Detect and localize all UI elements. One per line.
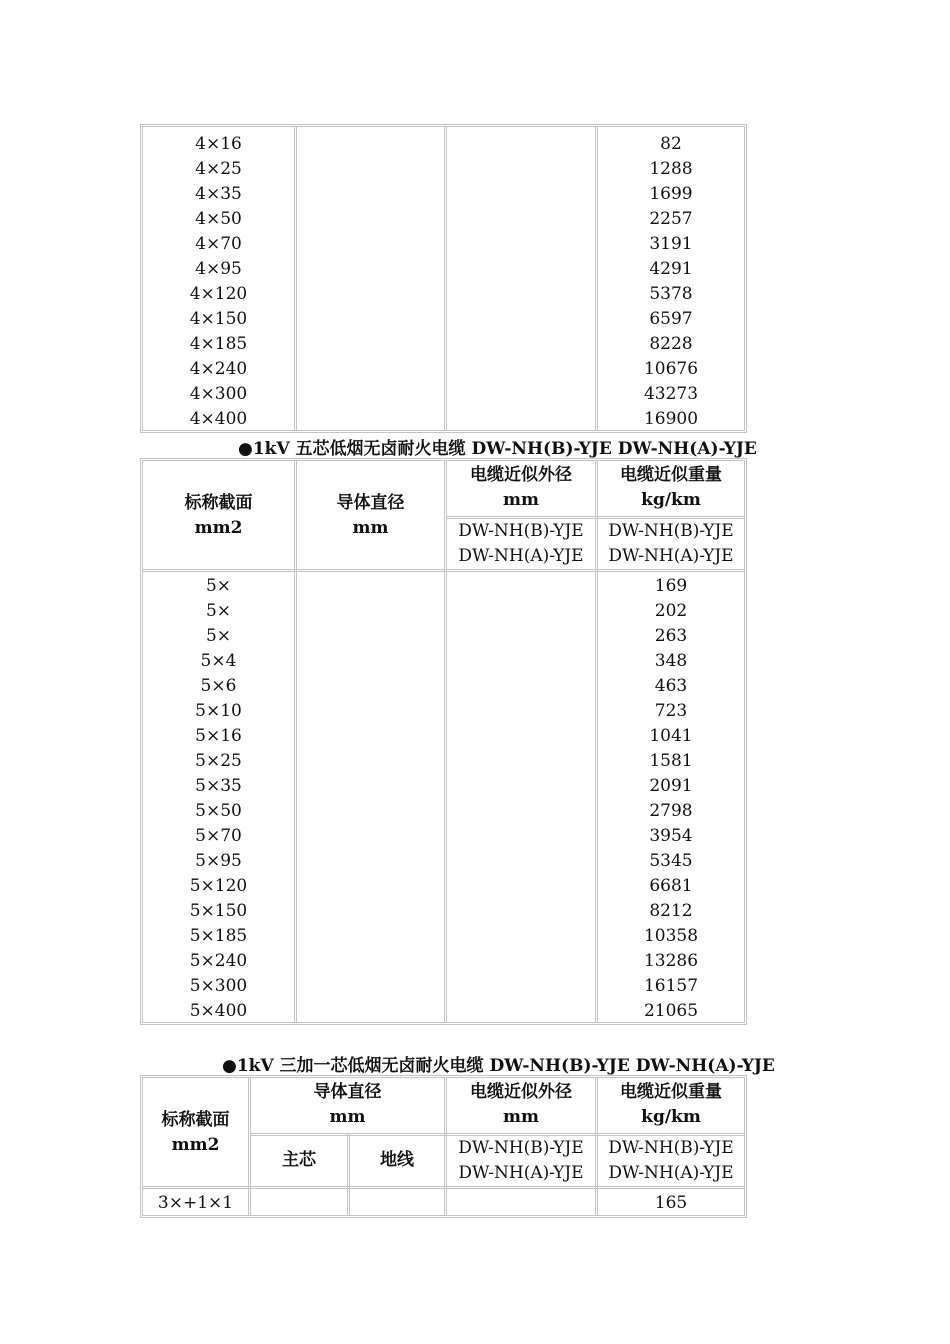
ground-header: 地线 (380, 1150, 414, 1170)
model-b: DW-NH(B)-YJE (458, 521, 584, 541)
weight-cell: 3191 (649, 234, 693, 254)
diameter-header (447, 463, 595, 513)
model-a: DW-NH(A)-YJE (608, 546, 734, 566)
spec-cell: 5× (205, 576, 232, 596)
spec-cell: 5×35 (195, 776, 242, 796)
weight-cell: 8212 (649, 901, 693, 921)
weight-cell: 10358 (643, 926, 699, 946)
weight-cell: 5345 (649, 851, 693, 871)
diameter-unit: mm (503, 490, 539, 510)
spec-cell: 4×50 (195, 209, 242, 229)
spec-cell: 5×4 (200, 651, 237, 671)
weight-cell: 4291 (649, 259, 693, 279)
weight-cell: 1699 (649, 184, 693, 204)
conductor-header (297, 491, 444, 541)
spec-cell: 4×150 (189, 309, 248, 329)
conductor-label: 导体直径 (313, 1082, 382, 1102)
diameter-models (447, 1136, 595, 1186)
spec-cell: 5× (205, 626, 232, 646)
spec-cell: 4×400 (189, 409, 248, 429)
diameter-unit: mm (503, 1107, 539, 1127)
diameter-label: 电缆近似外径 (470, 465, 572, 485)
weight-cell: 3954 (649, 826, 693, 846)
weight-cell: 13286 (643, 951, 699, 971)
weight-cell: 43273 (643, 384, 699, 404)
weight-cell: 348 (654, 651, 688, 671)
spec-cell: 4×240 (189, 359, 248, 379)
weight-cell: 169 (654, 576, 688, 596)
weight-cell: 463 (654, 676, 688, 696)
weight-models (598, 519, 744, 569)
header-divider (143, 1186, 744, 1189)
table-4-core-continued (140, 124, 747, 433)
model-b: DW-NH(B)-YJE (608, 521, 734, 541)
weight-cell: 2257 (649, 209, 693, 229)
column-divider (294, 127, 297, 430)
weight-cell: 6597 (649, 309, 693, 329)
weight-label: 电缆近似重量 (620, 1082, 722, 1102)
spec-cell: 4×300 (189, 384, 248, 404)
spec-cell: 4×16 (195, 134, 242, 154)
spec-cell: 5×240 (189, 951, 248, 971)
spec-cell: 4×35 (195, 184, 242, 204)
weight-header (598, 463, 744, 513)
table-5-core (140, 458, 747, 1025)
section-label: 标称截面 (184, 493, 253, 513)
weight-cell: 202 (654, 601, 688, 621)
spec-column (143, 1191, 248, 1216)
model-a: DW-NH(A)-YJE (608, 1163, 734, 1183)
weight-cell: 8228 (649, 334, 693, 354)
weight-cell: 1581 (649, 751, 693, 771)
conductor-header (251, 1080, 444, 1130)
column-divider (347, 1133, 350, 1215)
weight-unit: kg/km (641, 1107, 701, 1127)
table-caption: ●1kV 五芯低烟无卤耐火电缆 DW-NH(B)-YJE DW-NH(A)-YJE (238, 439, 757, 459)
spec-cell: 5×400 (189, 1001, 248, 1021)
table-3plus1-core (140, 1075, 747, 1218)
weight-cell: 1288 (649, 159, 693, 179)
spec-cell: 5×6 (200, 676, 237, 696)
spec-cell: 4×25 (195, 159, 242, 179)
spec-cell: 5×70 (195, 826, 242, 846)
weight-cell: 6681 (649, 876, 693, 896)
diameter-header (447, 1080, 595, 1130)
weight-column (598, 132, 744, 432)
diameter-models (447, 519, 595, 569)
weight-cell: 1041 (649, 726, 693, 746)
weight-cell: 2798 (649, 801, 693, 821)
spec-cell: 4×95 (195, 259, 242, 279)
header-divider (143, 569, 744, 572)
weight-column (598, 1191, 744, 1216)
spec-cell: 4×185 (189, 334, 248, 354)
model-b: DW-NH(B)-YJE (458, 1138, 584, 1158)
model-a: DW-NH(A)-YJE (458, 546, 584, 566)
weight-models (598, 1136, 744, 1186)
model-b: DW-NH(B)-YJE (608, 1138, 734, 1158)
weight-label: 电缆近似重量 (620, 465, 722, 485)
section-unit: mm2 (171, 1135, 220, 1155)
conductor-unit: mm (352, 518, 389, 538)
weight-column (598, 574, 744, 1024)
weight-cell: 723 (654, 701, 688, 721)
spec-cell: 5×95 (195, 851, 242, 871)
spec-cell: 4×120 (189, 284, 248, 304)
section-unit: mm2 (194, 518, 243, 538)
spec-column (143, 132, 294, 432)
section-label: 标称截面 (161, 1110, 230, 1130)
weight-header (598, 1080, 744, 1130)
spec-column (143, 574, 294, 1024)
table-caption: ●1kV 三加一芯低烟无卤耐火电缆 DW-NH(B)-YJE DW-NH(A)-YJE (222, 1056, 775, 1076)
weight-cell: 16900 (643, 409, 699, 429)
weight-cell: 2091 (649, 776, 693, 796)
spec-cell: 5×300 (189, 976, 248, 996)
diameter-label: 电缆近似外径 (470, 1082, 572, 1102)
spec-cell: 5×25 (195, 751, 242, 771)
weight-cell: 21065 (643, 1001, 699, 1021)
spec-cell: 3×+1×1 (157, 1193, 234, 1213)
spec-cell: 4×70 (195, 234, 242, 254)
column-divider (444, 127, 447, 430)
spec-cell: 5×50 (195, 801, 242, 821)
spec-cell: 5×150 (189, 901, 248, 921)
weight-cell: 263 (654, 626, 688, 646)
weight-cell: 10676 (643, 359, 699, 379)
weight-cell: 16157 (643, 976, 699, 996)
model-a: DW-NH(A)-YJE (458, 1163, 584, 1183)
column-divider (294, 461, 297, 1022)
weight-unit: kg/km (641, 490, 701, 510)
weight-cell: 5378 (649, 284, 693, 304)
conductor-unit: mm (329, 1107, 366, 1127)
weight-cell: 82 (660, 134, 682, 154)
spec-cell: 5×185 (189, 926, 248, 946)
weight-cell: 165 (654, 1193, 688, 1213)
section-header (143, 1108, 248, 1158)
main-core-header: 主芯 (282, 1150, 316, 1170)
conductor-label: 导体直径 (336, 493, 405, 513)
section-header (143, 491, 294, 541)
spec-cell: 5×120 (189, 876, 248, 896)
spec-cell: 5× (205, 601, 232, 621)
spec-cell: 5×16 (195, 726, 242, 746)
spec-cell: 5×10 (195, 701, 242, 721)
